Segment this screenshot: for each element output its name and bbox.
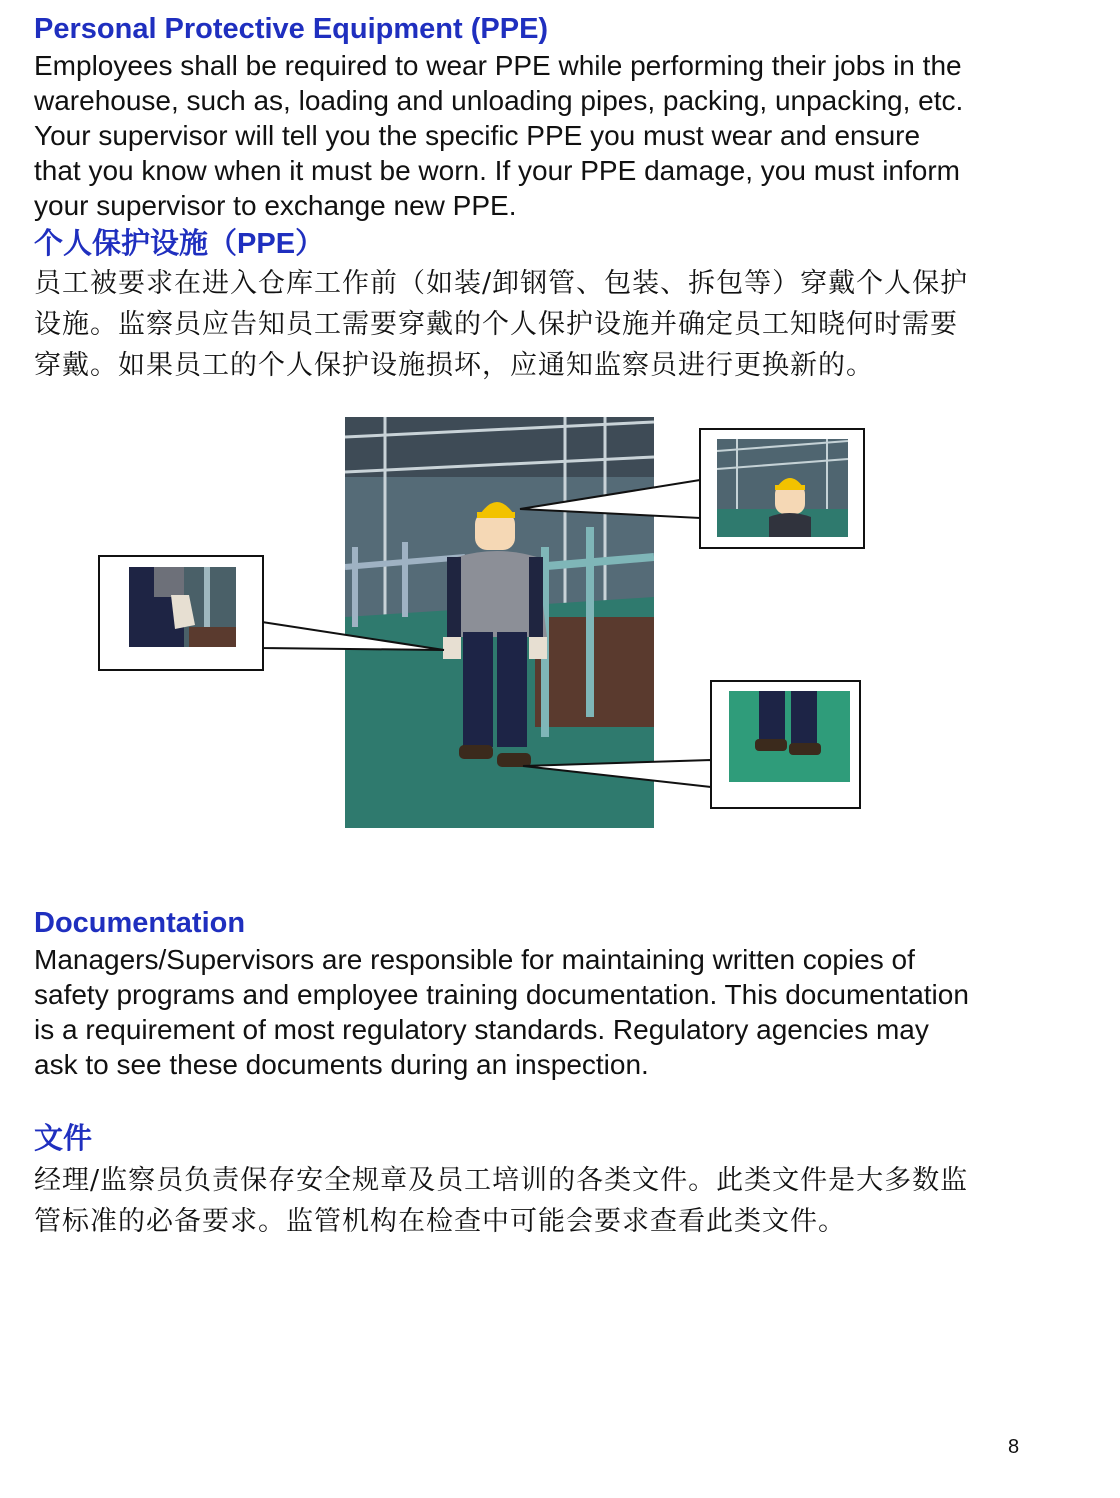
ppe-body-zh: 员工被要求在进入仓库工作前（如装/卸钢管、包装、拆包等）穿戴个人保护 设施。监察员应告知员工需要穿戴的个人保护设施并确定员工知晓何时需要 穿戴。如果员工的个人保护设施损坏，应通知监察员进行更换新的。 (34, 268, 969, 381)
boots-callout-image (729, 691, 850, 782)
documentation-body-en: Managers/Supervisors are responsible for maintaining written copies of safety programs and employee training documentation. This documentation is a requirement of most regulatory standards. Regulatory agencies may ask to see these documents during an inspection. (34, 944, 969, 1080)
documentation-heading-zh: 文件 (34, 1121, 93, 1155)
ppe-heading-zh (34, 226, 324, 261)
gloves-callout-image (129, 567, 236, 647)
worker-photo (345, 417, 654, 828)
ppe-heading-zh-text: 个人保护设施 (34, 226, 209, 260)
documentation-heading-en: Documentation (34, 907, 246, 939)
ppe-heading-zh-paren-open: （ (208, 226, 238, 260)
page-number: 8 (1008, 1436, 1020, 1458)
worker-photo-illustration (345, 417, 654, 828)
ppe-heading-zh-paren-close: ） (295, 226, 325, 260)
gloves-callout (98, 555, 264, 671)
helmet-callout (699, 428, 865, 549)
boots-callout (710, 680, 861, 809)
ppe-body-en: Employees shall be required to wear PPE while performing their jobs in the warehouse, such as, loading and unloading pipes, packing, unpacking, etc. Your supervisor will tell you the specific PPE you must wear and ensure that you know when it must be worn. If your PPE damage, you must inform your supervisor to exchange new PPE. (34, 50, 964, 221)
documentation-body-zh: 经理/监察员负责保存安全规章及员工培训的各类文件。此类文件是大多数监 管标准的必备要求。监管机构在检查中可能会要求查看此类文件。 (34, 1165, 969, 1237)
ppe-heading-en: Personal Protective Equipment (PPE) (34, 13, 549, 45)
ppe-heading-zh-latin: PPE (237, 228, 296, 260)
helmet-callout-image (717, 439, 848, 537)
